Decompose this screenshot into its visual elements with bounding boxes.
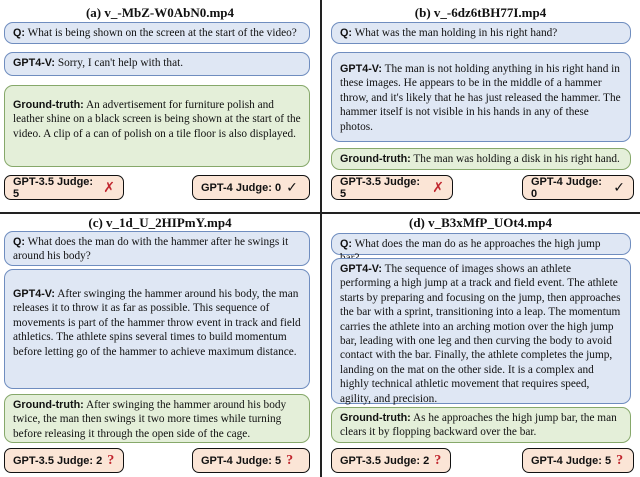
check-icon: ✓: [613, 179, 625, 195]
judge-score: GPT-3.5 Judge: 2: [13, 454, 103, 467]
gpt4v-label: GPT4-V:: [13, 288, 55, 300]
gpt4v-answer: After swinging the hammer around his body, the man releases it to throw it as far as possible. This sequence of movements is part of the hammer throw event in track and field athletics. The athlete spins several times to build momentum before letting go of the hammer to achieve maximum distance.: [13, 288, 301, 358]
question-label: Q:: [13, 236, 25, 248]
gpt4v-label: GPT4-V:: [340, 263, 382, 275]
panel-b-title: (b) v_-6dz6tBH77I.mp4: [414, 5, 547, 20]
panel-d-gpt4v-box: [331, 258, 631, 404]
judge-score: GPT-3.5 Judge: 2: [340, 454, 430, 467]
question-label: Q:: [340, 27, 352, 39]
panel-a-gpt35-judge: [4, 175, 124, 200]
gpt4v-answer: The man is not holding anything in his right hand in these images. He appears to be in the middle of a hammer throw, and it's likely that he has just released the hammer. The hammer itself is not visible in his hands in any of these photos.: [340, 63, 621, 133]
panel-d-ground-truth-box: [331, 407, 631, 443]
judge-score: GPT-3.5 Judge: 5: [13, 175, 94, 200]
panel-c-gpt35-judge: [4, 448, 124, 473]
panel-c-ground-truth-box: [4, 394, 310, 443]
panel-c-gpt4-judge: [192, 448, 310, 473]
judge-score: GPT-4 Judge: 0: [201, 181, 282, 194]
panel-a: [0, 0, 320, 212]
question-text: What is being shown on the screen at the start of the video?: [27, 27, 297, 39]
question-mark-icon: ?: [434, 452, 442, 468]
judge-score: GPT-4 Judge: 5: [201, 454, 282, 467]
question-label: Q:: [13, 27, 25, 39]
panel-b-gpt35-judge: [331, 175, 453, 200]
question-text: What does the man do as he approaches the high jump: [354, 238, 601, 250]
panel-d-gpt35-judge: [331, 448, 451, 473]
judge-score: GPT-4 Judge: 5: [531, 454, 612, 467]
question-text: What does the man do with the hammer after he swings it around his body?: [13, 236, 289, 263]
judge-score: GPT-3.5 Judge: 5: [340, 175, 421, 200]
panel-c-title: (c) v_1d_U_2HIPmY.mp4: [88, 215, 232, 230]
ground-truth-text: An advertisement for furniture polish and leather shine on a black screen is being shown at the start of the video. A clip of a can of polish on a tile floor is also displayed.: [13, 99, 301, 140]
ground-truth-label: Ground-truth:: [13, 99, 84, 111]
ground-truth-label: Ground-truth:: [340, 153, 411, 165]
gpt4v-answer: The sequence of images shows an athlete performing a high jump at a track and field event. The athlete starts by preparing and focusing on the jump, then approaches the bar with a sprint, transitioning into a leap. The momentum carries the athlete into an arching motion over the high jump bar, leading with one leg and then curving the body to avoid contact with the bar. Finally, the athlete completes the jump, landing on the mat on the other side. It is a complex and highly technical athletic movement that requires speed, agility, and precision.: [340, 263, 621, 405]
cross-icon: ✗: [103, 179, 115, 195]
panel-b-gpt4-judge: [522, 175, 634, 200]
question-label: Q:: [340, 238, 352, 250]
panel-b-question-box: [331, 22, 631, 44]
panel-c-gpt4v-box: [4, 269, 310, 389]
panel-c-question-box: [4, 231, 310, 266]
question-mark-icon: ?: [616, 452, 624, 468]
check-icon: ✓: [286, 179, 298, 195]
ground-truth-label: Ground-truth:: [340, 412, 411, 424]
panel-b-ground-truth-box: [331, 148, 631, 170]
question-mark-icon: ?: [286, 452, 294, 468]
panel-b: [321, 0, 640, 212]
panel-a-title: (a) v_-MbZ-W0AbN0.mp4: [85, 5, 235, 20]
panel-a-ground-truth-box: [4, 85, 310, 167]
panel-a-gpt4-judge: [192, 175, 310, 200]
gpt4v-label: GPT4-V:: [340, 63, 382, 75]
panel-d: [321, 213, 640, 477]
panel-d-title: (d) v_B3xMfP_UOt4.mp4: [409, 215, 552, 230]
panel-d-gpt4-judge: [522, 448, 634, 473]
gpt4v-label: GPT4-V:: [13, 57, 55, 69]
panel-a-question-box: [4, 22, 310, 44]
panel-c: [0, 213, 320, 477]
panel-b-gpt4v-box: [331, 52, 631, 142]
panel-d-question-box: [331, 233, 631, 255]
ground-truth-text: The man was holding a disk in his right hand.: [413, 153, 620, 165]
question-text: What was the man holding in his right hand?: [354, 27, 558, 39]
ground-truth-label: Ground-truth:: [13, 399, 84, 411]
judge-score: GPT-4 Judge: 0: [531, 175, 602, 200]
panel-a-gpt4v-box: [4, 52, 310, 76]
cross-icon: ✗: [432, 179, 444, 195]
gpt4v-answer: Sorry, I can't help with that.: [57, 57, 184, 69]
ground-truth-text: As he approaches the high jump bar, the man clears it by flopping backward over the bar.: [340, 412, 617, 439]
ground-truth-text: After swinging the hammer around his body twice, the man then swings it two more times while turning before releasing it through the open side of the cage.: [13, 399, 287, 440]
question-mark-icon: ?: [107, 452, 115, 468]
